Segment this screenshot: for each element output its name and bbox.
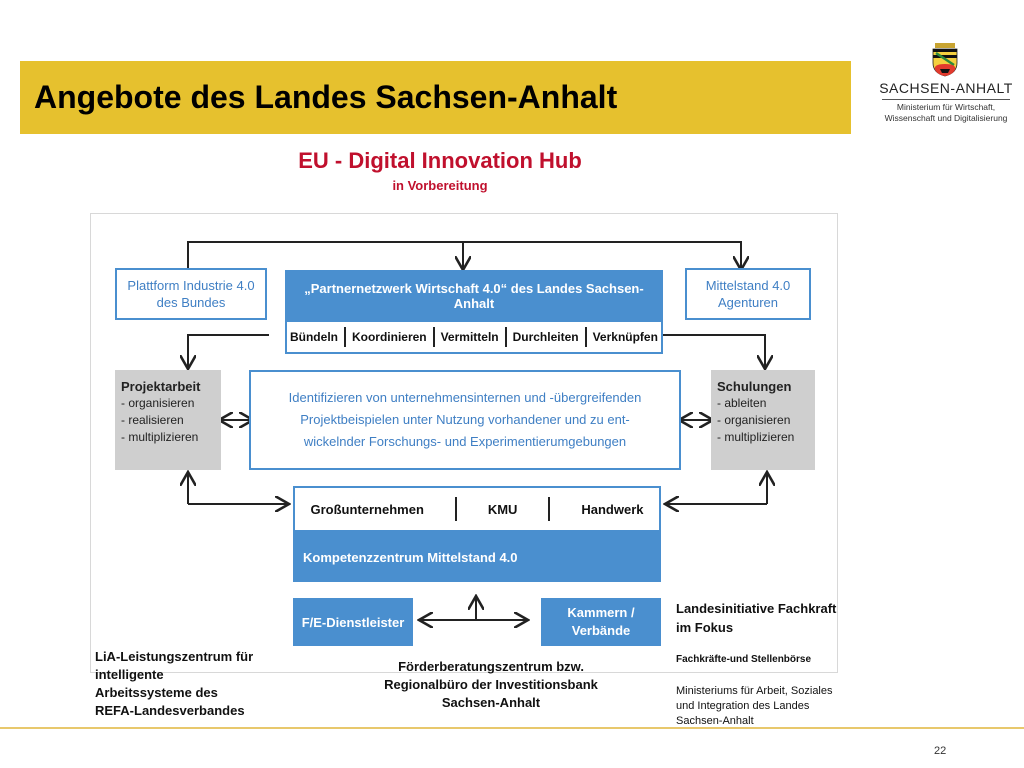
- title-bar: [20, 61, 851, 134]
- logo-divider: [882, 99, 1010, 100]
- fachkraft-note: [676, 599, 876, 637]
- mittelstand-line: Agenturen: [718, 295, 778, 310]
- projektarbeit-title: Projektarbeit: [121, 379, 201, 394]
- logo-subtitle-line: Wissenschaft und Digitalisierung: [884, 113, 1008, 123]
- partnernetzwerk-title: „Partnernetzwerk Wirtschaft 4.0“ des Landes Sachsen-Anhalt: [285, 270, 663, 322]
- fachkraft-line: im Fokus: [676, 620, 734, 635]
- segment-grossunternehmen: Großunternehmen: [310, 501, 424, 517]
- identifizieren-line: wickelnder Forschungs- und Experimentierumgebungen: [303, 434, 627, 449]
- identifizieren-line: Identifizieren von unternehmensinternen und -übergreifenden: [288, 390, 642, 405]
- lia-line: Arbeitssysteme des: [95, 685, 218, 700]
- lia-line: REFA-Landesverbandes: [95, 703, 245, 718]
- ministerium-line: Sachsen-Anhalt: [676, 715, 754, 727]
- kammern-verbaende-box: [541, 598, 661, 646]
- identifizieren-line: Projektbeispielen unter Nutzung vorhandener und zu ent-: [300, 412, 630, 427]
- schulungen-item: - multiplizieren: [717, 430, 795, 444]
- hub-title: EU - Digital Innovation Hub: [298, 148, 582, 173]
- schulungen-title: Schulungen: [717, 379, 792, 394]
- stellenboerse-note: Fachkräfte-und Stellenbörse: [676, 654, 812, 665]
- partnernetzwerk-actions: [285, 320, 663, 354]
- action-koordinieren: Koordinieren: [351, 330, 427, 344]
- segment-kmu: KMU: [487, 501, 518, 517]
- kammern-line: Kammern /: [567, 605, 635, 620]
- action-durchleiten: Durchleiten: [512, 330, 579, 344]
- foerder-line: Förderberatungszentrum bzw.: [398, 659, 584, 674]
- lia-line: intelligente: [95, 667, 164, 682]
- page-title: Angebote des Landes Sachsen-Anhalt: [34, 79, 618, 115]
- projektarbeit-item: - organisieren: [121, 396, 195, 410]
- ministerium-line: und Integration des Landes: [676, 700, 810, 712]
- lia-line: LiA-Leistungszentrum für: [95, 649, 254, 664]
- kompetenzzentrum-box: Kompetenzzentrum Mittelstand 4.0: [293, 532, 661, 582]
- lia-note: [95, 648, 295, 720]
- coat-of-arms-icon: [932, 43, 958, 77]
- foerder-line: Sachsen-Anhalt: [441, 695, 541, 710]
- action-buendeln: Bündeln: [289, 330, 338, 344]
- action-divider: [344, 327, 346, 347]
- foerderberatung-note: [360, 658, 622, 712]
- identifizieren-box: [249, 370, 681, 470]
- projektarbeit-item: - realisieren: [121, 413, 184, 427]
- schulungen-item: - organisieren: [717, 413, 791, 427]
- fachkraft-line: Landesinitiative Fachkraft: [676, 601, 837, 616]
- schulungen-item: - ableiten: [717, 396, 767, 410]
- segments-box: [293, 486, 661, 532]
- action-vermitteln: Vermitteln: [440, 330, 499, 344]
- foerder-line: Regionalbüro der Investitionsbank: [384, 677, 598, 692]
- ministerium-note: [676, 684, 876, 729]
- action-divider: [585, 327, 587, 347]
- logo-subtitle-line: Ministerium für Wirtschaft,: [896, 102, 996, 112]
- kammern-line: Verbände: [571, 623, 631, 638]
- mittelstand-agenturen-box: [685, 268, 811, 320]
- hub-subtitle: in Vorbereitung: [392, 178, 488, 193]
- page-number: 22: [934, 745, 947, 757]
- plattform-industrie-box: [115, 268, 267, 320]
- footer-divider: [0, 727, 1024, 729]
- projektarbeit-item: - multiplizieren: [121, 430, 199, 444]
- segment-handwerk: Handwerk: [581, 501, 644, 517]
- schulungen-box: [711, 370, 815, 470]
- segment-divider: [455, 497, 457, 521]
- fe-dienstleister-box: F/E-Dienstleister: [293, 598, 413, 646]
- ministerium-line: Ministeriums für Arbeit, Soziales: [676, 685, 833, 697]
- plattform-line: des Bundes: [156, 295, 226, 310]
- plattform-line: Plattform Industrie 4.0: [127, 278, 255, 293]
- action-divider: [505, 327, 507, 347]
- action-divider: [433, 327, 435, 347]
- logo-subtitle: [876, 102, 1016, 124]
- mittelstand-line: Mittelstand 4.0: [705, 278, 791, 293]
- projektarbeit-box: [115, 370, 221, 470]
- segment-divider: [548, 497, 550, 521]
- logo-name: SACHSEN-ANHALT: [879, 80, 1013, 96]
- sachsen-anhalt-logo: [876, 40, 1016, 130]
- action-verknuepfen: Verknüpfen: [592, 330, 658, 344]
